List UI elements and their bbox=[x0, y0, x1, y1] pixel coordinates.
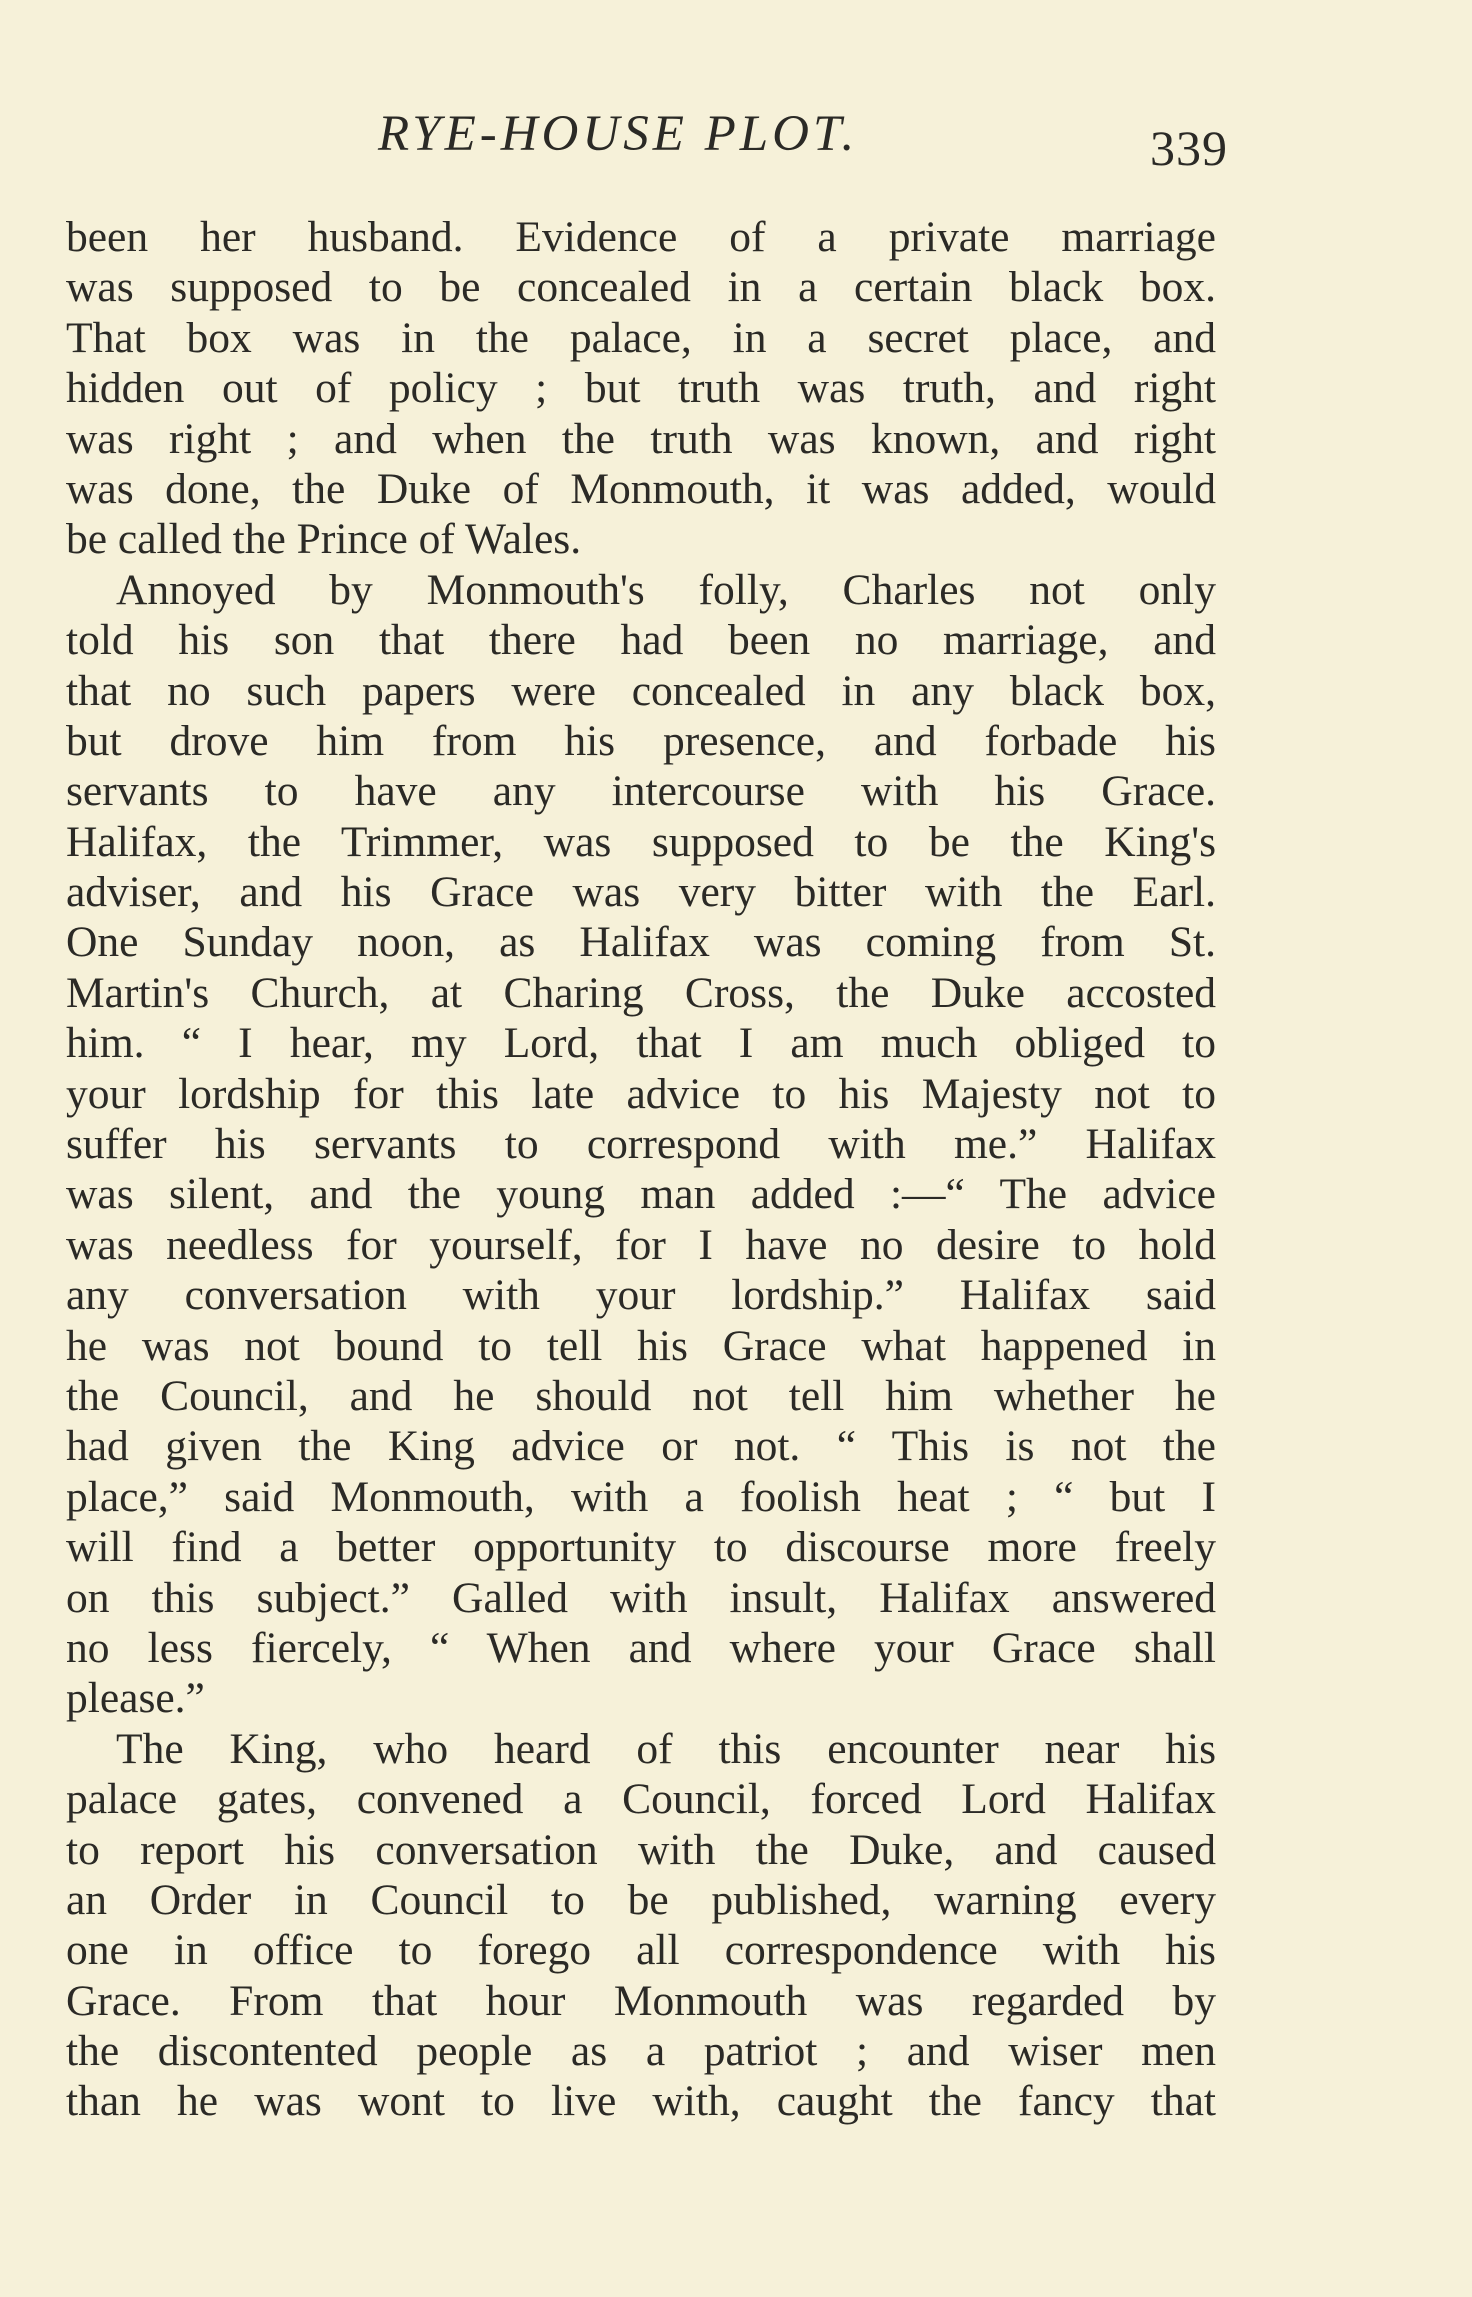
text-line: be called the Prince of Wales. bbox=[66, 515, 582, 564]
text-line: he was not bound to tell his Grace what happened in bbox=[66, 1321, 1216, 1370]
text-line: was right ; and when the truth was known, and right bbox=[66, 414, 1216, 463]
body-text bbox=[66, 212, 1216, 2127]
text-line: Annoyed by Monmouth's folly, Charles not only bbox=[116, 565, 1216, 614]
text-line: the Council, and he should not tell him whether he bbox=[66, 1371, 1216, 1420]
text-line: One Sunday noon, as Halifax was coming from St. bbox=[66, 918, 1216, 967]
text-line: That box was in the palace, in a secret place, and bbox=[66, 313, 1216, 362]
running-title: RYE-HOUSE PLOT. bbox=[378, 106, 859, 162]
text-line: had given the King advice or not. “ This is not the bbox=[66, 1422, 1216, 1471]
text-line: the discontented people as a patriot ; and wiser men bbox=[66, 2027, 1216, 2076]
text-line: told his son that there had been no marriage, and bbox=[66, 616, 1216, 665]
text-line: adviser, and his Grace was very bitter with the Earl. bbox=[66, 868, 1216, 917]
text-line: on this subject.” Galled with insult, Halifax answered bbox=[66, 1573, 1216, 1622]
text-line: please.” bbox=[66, 1674, 205, 1723]
text-line: no less fiercely, “ When and where your Grace shall bbox=[66, 1623, 1216, 1672]
text-line: servants to have any intercourse with his Grace. bbox=[66, 767, 1216, 816]
text-line: suffer his servants to correspond with me.” Halifax bbox=[66, 1120, 1216, 1169]
text-line: that no such papers were concealed in any black box, bbox=[66, 666, 1216, 715]
text-line: than he was wont to live with, caught the fancy that bbox=[66, 2077, 1216, 2126]
text-line: hidden out of policy ; but truth was truth, and right bbox=[66, 364, 1216, 413]
text-line: The King, who heard of this encounter near his bbox=[116, 1724, 1216, 1773]
text-line: palace gates, convened a Council, forced Lord Halifax bbox=[66, 1775, 1216, 1824]
text-line: him. “ I hear, my Lord, that I am much obliged to bbox=[66, 1019, 1216, 1068]
text-line: Halifax, the Trimmer, was supposed to be the King's bbox=[66, 817, 1216, 866]
text-line: Grace. From that hour Monmouth was regarded by bbox=[66, 1976, 1216, 2025]
text-line: place,” said Monmouth, with a foolish heat ; “ but I bbox=[66, 1472, 1216, 1521]
text-line: one in office to forego all correspondence with his bbox=[66, 1926, 1216, 1975]
text-line: your lordship for this late advice to his Majesty not to bbox=[66, 1069, 1216, 1118]
text-line: but drove him from his presence, and forbade his bbox=[66, 716, 1216, 765]
text-line: been her husband. Evidence of a private marriage bbox=[66, 213, 1216, 261]
running-header bbox=[68, 105, 1228, 176]
text-line: was supposed to be concealed in a certain black box. bbox=[66, 263, 1216, 312]
text-line: will find a better opportunity to discourse more freely bbox=[66, 1523, 1216, 1572]
text-line: was done, the Duke of Monmouth, it was added, would bbox=[66, 464, 1216, 513]
text-line: any conversation with your lordship.” Halifax said bbox=[66, 1271, 1216, 1320]
text-line: was silent, and the young man added :—“ The advice bbox=[66, 1170, 1216, 1219]
text-line: to report his conversation with the Duke, and caused bbox=[66, 1825, 1216, 1874]
text-line: Martin's Church, at Charing Cross, the Duke accosted bbox=[66, 968, 1216, 1017]
text-line: was needless for yourself, for I have no desire to hold bbox=[66, 1220, 1216, 1269]
page-number: 339 bbox=[1150, 120, 1228, 176]
text-line: an Order in Council to be published, warning every bbox=[66, 1875, 1216, 1924]
